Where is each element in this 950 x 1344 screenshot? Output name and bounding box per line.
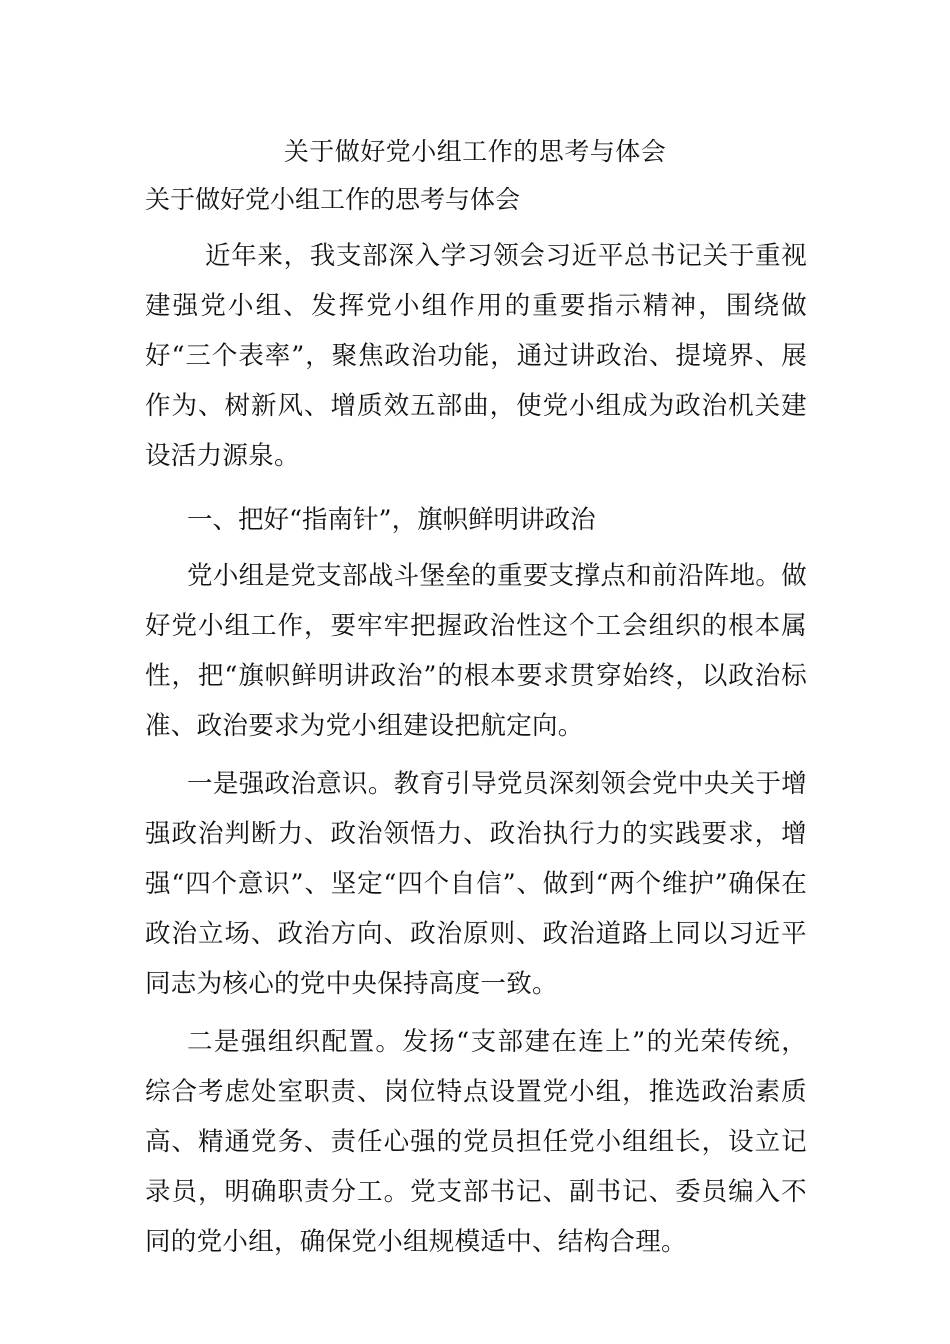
point-2-paragraph: 二是强组织配置。发扬“支部建在连上”的光荣传统，综合考虑处室职责、岗位特点设置党小组，推选政治素质高、精通党务、责任心强的党员担任党小组组长，设立记录员，明确职责分工。党支部书记、副书记、委员编入不同的党小组，确保党小组规模适中、结构合理。 [145, 1027, 807, 1257]
spacer [145, 481, 807, 489]
section-heading-1: 一、把好“指南针”，旗帜鲜明讲政治 [187, 505, 596, 535]
spacer [145, 751, 807, 759]
section-1-paragraph: 党小组是党支部战斗堡垒的重要支撑点和前沿阵地。做好党小组工作，要牢牢把握政治性这个工会组织的根本属性，把“旗帜鲜明讲政治”的根本要求贯穿始终，以政治标准、政治要求为党小组建设把航定向。 [145, 561, 807, 741]
spacer [145, 1009, 807, 1017]
document-body [145, 181, 807, 1267]
document-subtitle: 关于做好党小组工作的思考与体会 [145, 185, 521, 214]
intro-paragraph: 近年来，我支部深入学习领会习近平总书记关于重视建强党小组、发挥党小组作用的重要指示精神，围绕做好“三个表率”，聚焦政治功能，通过讲政治、提境界、展作为、树新风、增质效五部曲，使党小组成为政治机关建设活力源泉。 [145, 241, 807, 471]
point-1-paragraph: 一是强政治意识。教育引导党员深刻领会党中央关于增强政治判断力、政治领悟力、政治执行力的实践要求，增强“四个意识”、坚定“四个自信”、做到“两个维护”确保在政治立场、政治方向、政治原则、政治道路上同以习近平同志为核心的党中央保持高度一致。 [145, 769, 807, 999]
document-title: 关于做好党小组工作的思考与体会 [283, 137, 667, 166]
